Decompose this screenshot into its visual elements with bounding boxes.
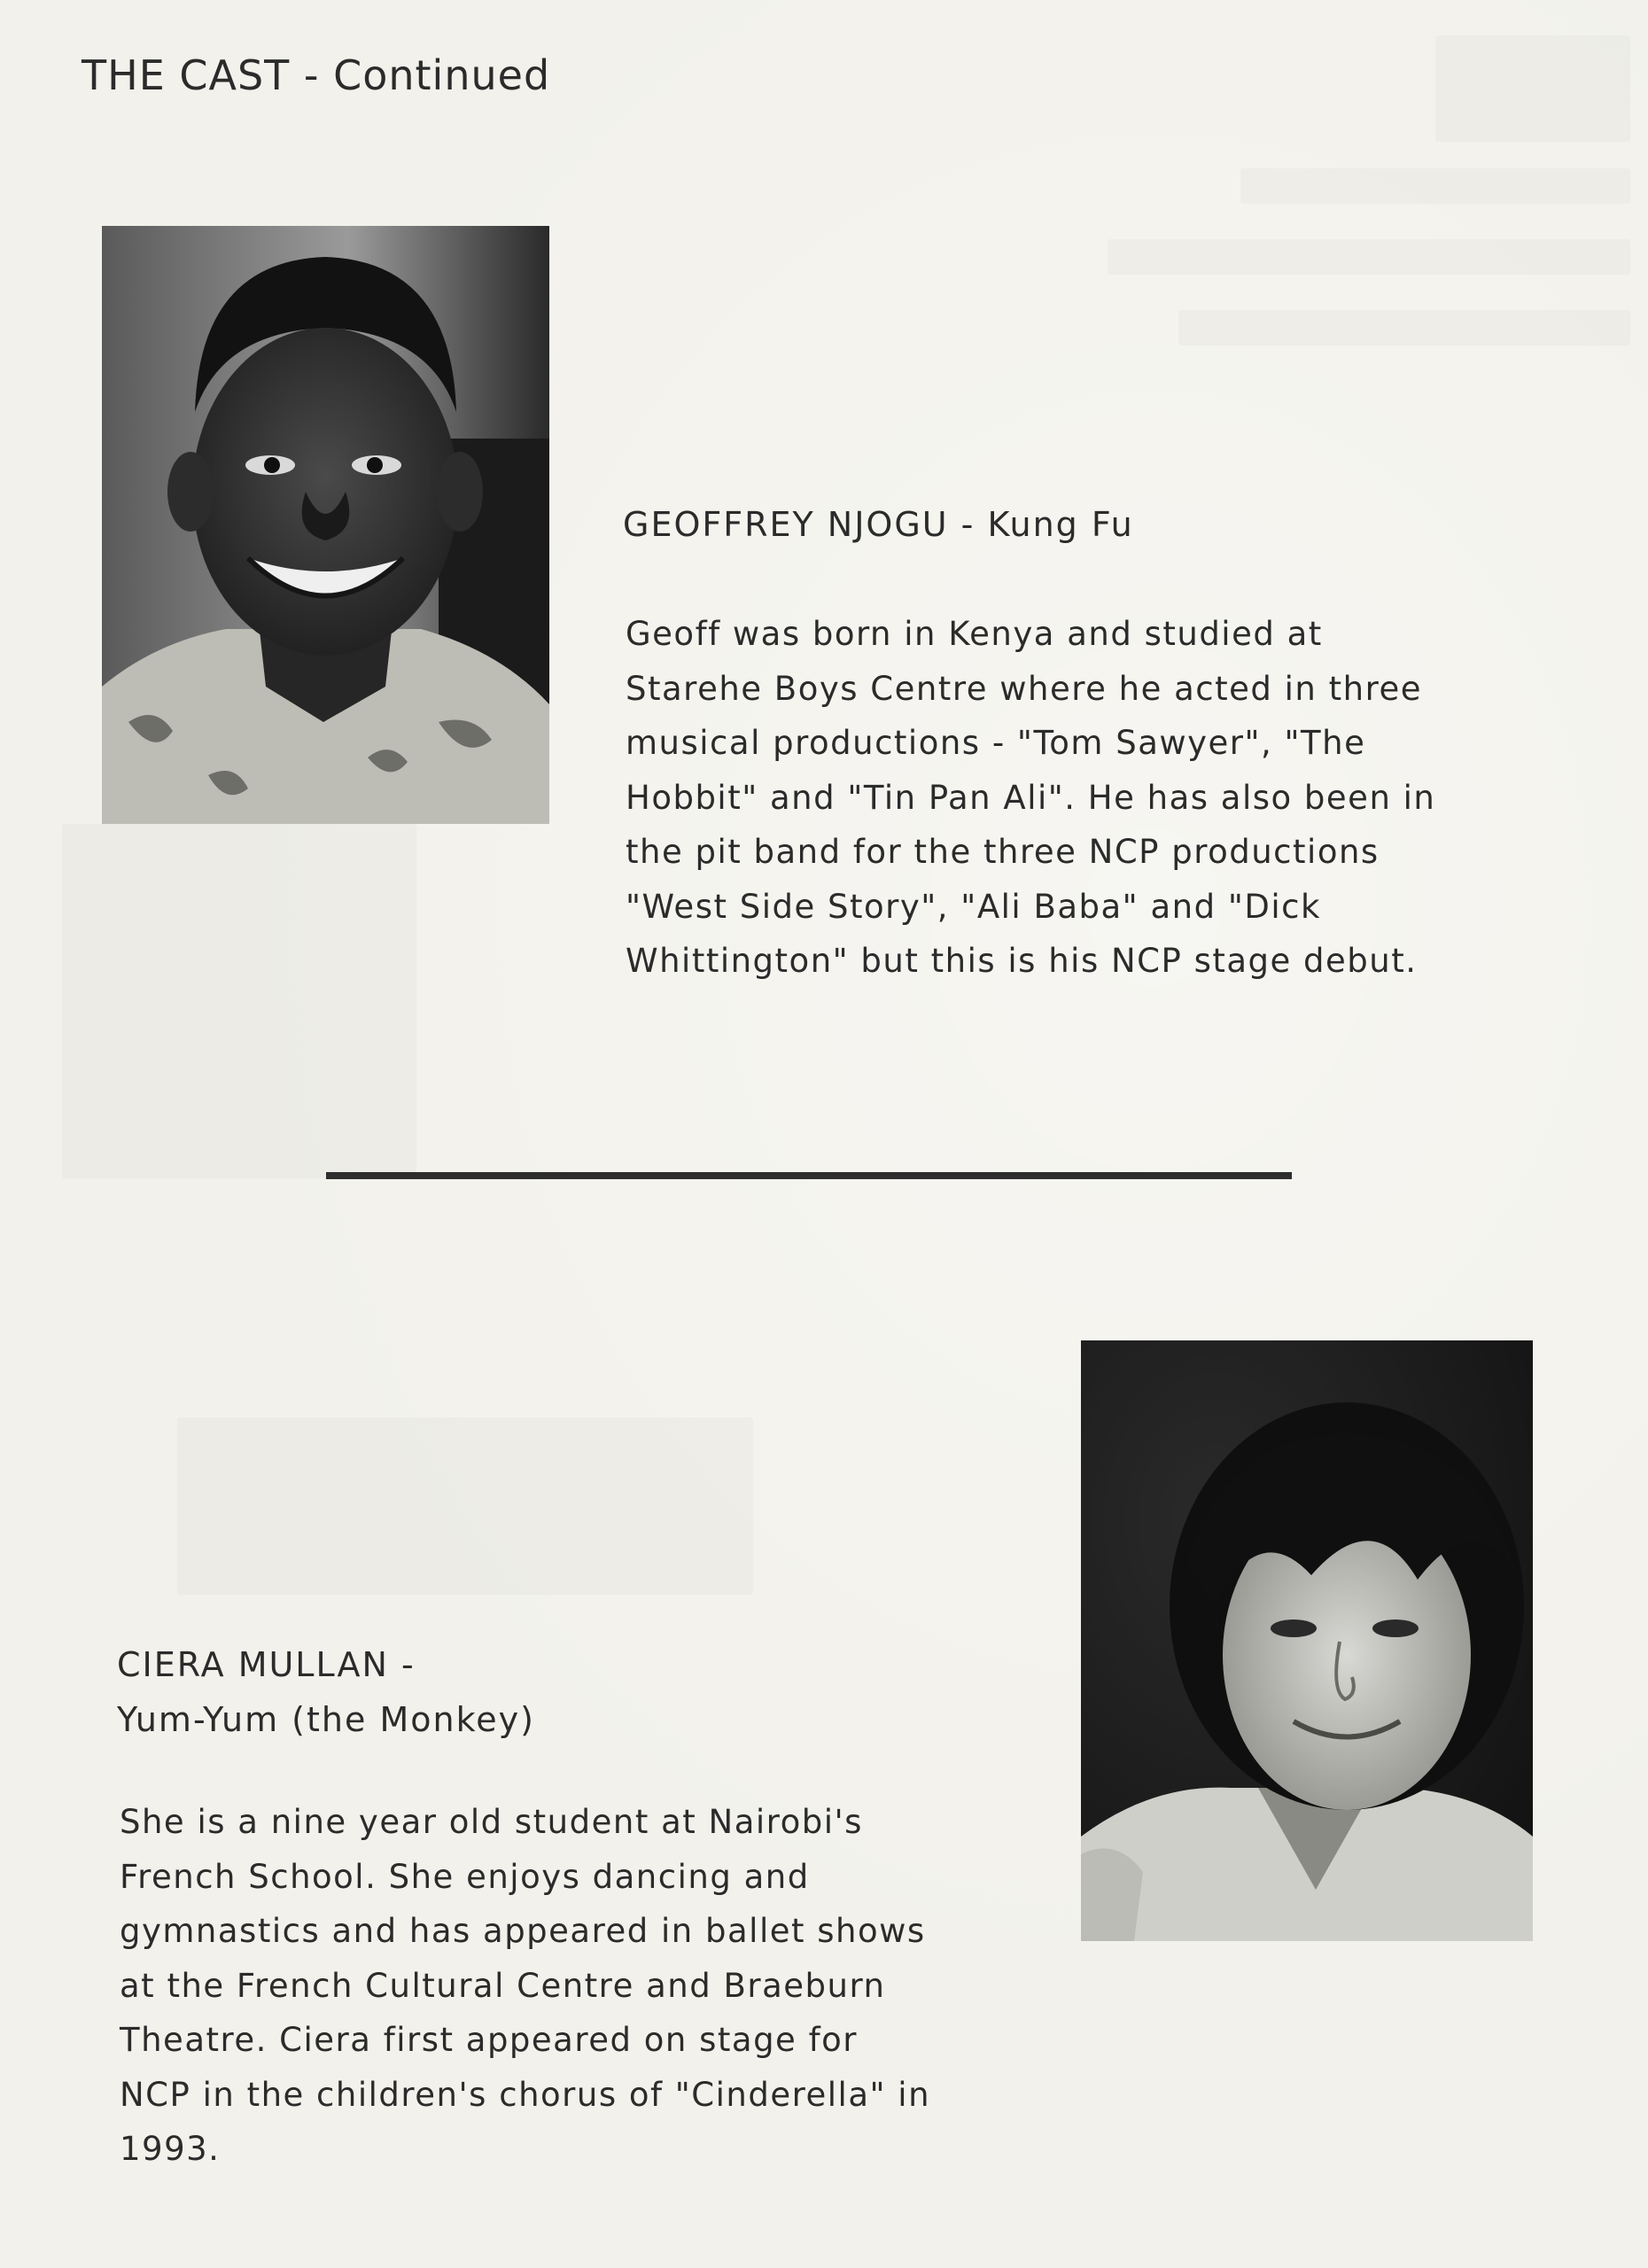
bio-line: French School. She enjoys dancing and bbox=[120, 1857, 810, 1896]
bio-line: Hobbit" and "Tin Pan Ali". He has also been in bbox=[626, 778, 1436, 817]
bio-line: Geoff was born in Kenya and studied at bbox=[626, 615, 1323, 653]
show-through bbox=[1240, 168, 1630, 204]
page-title: THE CAST - Continued bbox=[82, 51, 551, 99]
ciera-portrait bbox=[1081, 1340, 1533, 1941]
cast-bio-ciera bbox=[120, 1795, 930, 2177]
bio-line: musical productions - "Tom Sawyer", "The bbox=[626, 724, 1366, 762]
bio-line: at the French Cultural Centre and Braeburn bbox=[120, 1966, 886, 2005]
geoffrey-photo-image bbox=[102, 226, 549, 824]
bio-line: Whittington" but this is his NCP stage debut. bbox=[626, 942, 1418, 980]
bio-line: Theatre. Ciera first appeared on stage for bbox=[120, 2021, 858, 2059]
role-line: Yum-Yum (the Monkey) bbox=[117, 1700, 535, 1739]
cast-name-ciera bbox=[117, 1637, 535, 1747]
show-through bbox=[1435, 35, 1630, 142]
show-through bbox=[1108, 239, 1630, 275]
cast-name-geoffrey: GEOFFREY NJOGU - Kung Fu bbox=[623, 505, 1134, 544]
bio-line: She is a nine year old student at Nairobi's bbox=[120, 1803, 863, 1841]
show-through bbox=[177, 1418, 753, 1595]
ciera-photo-image bbox=[1081, 1340, 1533, 1941]
section-divider bbox=[326, 1172, 1292, 1179]
bio-line: gymnastics and has appeared in ballet shows bbox=[120, 1912, 926, 1950]
show-through bbox=[1178, 310, 1630, 346]
show-through bbox=[62, 824, 416, 1178]
name-line: CIERA MULLAN - bbox=[117, 1645, 416, 1684]
bio-line: the pit band for the three NCP productions bbox=[626, 833, 1380, 871]
bio-line: "West Side Story", "Ali Baba" and "Dick bbox=[626, 887, 1321, 926]
cast-bio-geoffrey bbox=[626, 607, 1435, 989]
bio-line: Starehe Boys Centre where he acted in three bbox=[626, 669, 1423, 708]
bio-line: 1993. bbox=[120, 2130, 221, 2168]
geoffrey-portrait bbox=[102, 226, 549, 824]
bio-line: NCP in the children's chorus of "Cinderella" in bbox=[120, 2075, 931, 2114]
